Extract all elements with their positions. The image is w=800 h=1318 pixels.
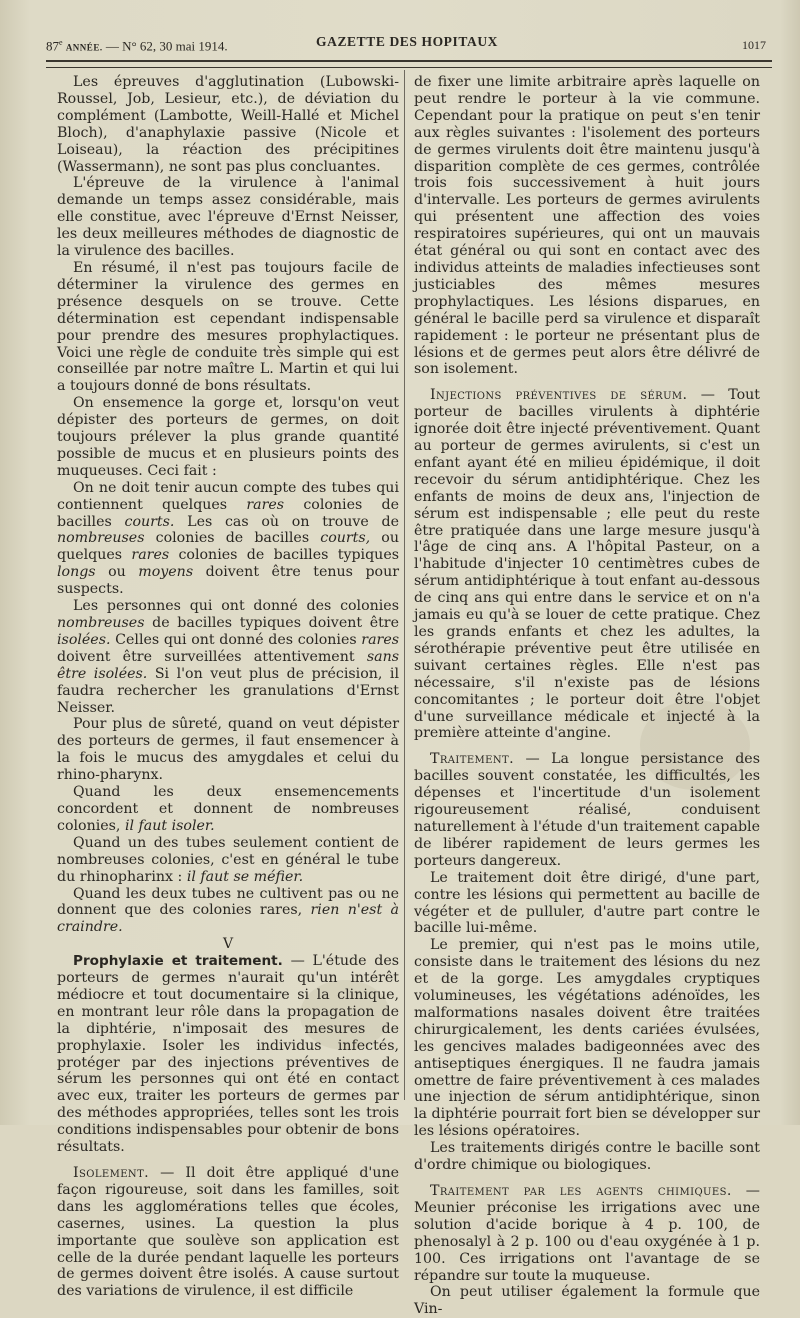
paragraph: Injections préventives de sérum. — Tout porteur de bacilles virulents à diphtérie ignorée doit être injecté préventivement. Quant au porteur de germes avirulents, si c'est un enfant ayant été en milieu épidémique, il doit recevoir du sérum antidiphtérique. Chez les enfants de moins de deux ans, l'injection de sérum est indispensable ; elle peut du reste être pratiquée dans une large mesure jusqu'à l'âge de cinq ans. A l'hôpital Pasteur, on a l'habitude d'injecter 10 centimètres cubes de sérum antidiphtérique à tout enfant au-dessous de cinq ans qui entre dans le service et on n'a jamais eu qu'à se louer de cette pratique. Chez les grands enfants et chez les adultes, la sérothérapie préventive peut être utilisée en suivant certaines règles. Elle n'est pas nécessaire, s'il n'existe pas de lésions concomitantes ; le porteur doit être l'objet d'une surveillance médicale et injecté à la première atteinte d'angine. [414,387,760,742]
paragraph: Le premier, qui n'est pas le moins utile, consiste dans le traitement des lésions du nez et de la gorge. Les amygdales cryptiques volumineuses, les végétations adénoïdes, les malformations nasales doivent être traitées chirurgicalement, les dents cariées évulsées, les gencives malades badigeonnées avec des antiseptiques énergiques. Il ne faudra jamais omettre de faire préventivement à ces malades une injection de sérum antidiphtérique, sinon la diphtérie pourrait fort bien se développer sur les lésions opératoires. [414,937,760,1140]
paragraph: Quand un des tubes seulement contient de nombreuses colonies, c'est en général le tube du rhinopharinx : il faut se méfier. [57,834,399,885]
section-numeral: V [222,936,234,953]
column-divider [404,70,405,1100]
subsection-heading: Injections préventives de sérum. [430,387,688,404]
journal-title: GAZETTE DES HOPITAUX [316,34,499,49]
paragraph: On peut utiliser également la formule que Vin- [414,1284,760,1318]
paragraph: de fixer une limite arbitraire après laquelle on peut rendre le porteur à la vie commune. Cependant pour la pratique on peut s'en tenir aux règles suivantes : l'isolement des porteurs de germes virulents doit être maintenu jusqu'à disparition complète de ces germes, contrôlée trois fois successivement à huit jours d'intervalle. Les porteurs de germes avirulents qui présentent une affection des voies respiratoires supérieures, qui ont un mauvais état général ou qui sont en contact avec des individus atteints de maladies infectieuses sont justiciables des mêmes mesures prophylactiques. Les lésions disparues, en général le bacille perd sa virulence et disparaît rapidement : le porteur ne présentant plus de lésions et de germes peut alors être délivré de son isolement. [414,74,760,378]
section-heading: Prophylaxie et traitement. [73,953,283,970]
paragraph: Isolement. — Il doit être appliqué d'une façon rigoureuse, soit dans les familles, soit dans les agglomérations telles que écoles, casernes, usines. La question la plus importante que soulève son application est celle de la durée pendant laquelle les porteurs de germes doivent être isolés. A cause surtout des variations de virulence, il est difficile [57,1165,399,1300]
page-number: 1017 [742,38,766,52]
paragraph: Traitement par les agents chimiques. — Meunier préconise les irrigations avec une solution d'acide borique à 4 p. 100, de phenosalyl à 2 p. 100 ou d'eau oxygénée à 1 p. 100. Ces irrigations ont l'avantage de se répandre sur toute la muqueuse. [414,1183,760,1284]
header-rule [46,67,772,68]
paragraph: On ne doit tenir aucun compte des tubes qui contiennent quelques rares colonies de bacilles courts. Les cas où on trouve de nombreuses colonies de bacilles courts, ou quelques rares colonies de bacilles typiques longs ou moyens doivent être tenus pour suspects. [57,479,399,598]
issue-info: 87e ANNÉE. — N° 62, 30 mai 1914. [46,38,228,54]
paragraph: En résumé, il n'est pas toujours facile de déterminer la virulence des germes en présence desquels on se trouve. Cette détermination est cependant indispensable pour prendre des mesures prophylactiques. Voici une règle de conduite très simple qui est conseillée par notre maître L. Martin et qui lui a toujours donné de bons résultats. [57,259,399,395]
left-column [57,74,399,1300]
paragraph: Traitement. — La longue persistance des bacilles souvent constatée, les difficultés, les dépenses et l'incertitude d'un isolement rigoureusement réalisé, conduisent naturellement à l'étude d'un traitement capable de libérer rapidement de leurs germes les porteurs dangereux. [414,751,760,869]
paragraph: Prophylaxie et traitement. — L'étude des porteurs de germes n'aurait qu'un intérêt médiocre et tout documentaire si la clinique, en montrant leur rôle dans la propagation de la diphtérie, n'imposait des mesures de prophylaxie. Isoler les individus infectés, protéger par des injections préventives de sérum les personnes qui ont été en contact avec eux, traiter les porteurs de germes par des méthodes appropriées, telles sont les trois conditions indispensables pour obtenir de bons résultats. [57,953,399,1156]
paragraph: Quand les deux ensemencements concordent et donnent de nombreuses colonies, il faut isoler. [57,784,399,834]
header-rule [46,60,772,62]
paragraph: Pour plus de sûreté, quand on veut dépister des porteurs de germes, il faut ensemencer à la fois le mucus des amygdales et celui du rhino-pharynx. [57,716,399,784]
subsection-heading: Traitement par les agents chimiques. [430,1183,732,1199]
paragraph: Quand les deux tubes ne cultivent pas ou ne donnent que des colonies rares, rien n'est à craindre. [57,885,399,936]
subsection-heading: Traitement. [430,751,515,768]
running-header [46,34,772,54]
subsection-heading: Isolement. [73,1165,150,1181]
paragraph: On ensemence la gorge et, lorsqu'on veut dépister des porteurs de germes, on doit toujours prélever la plus grande quantité possible de mucus et en plusieurs points des muqueuses. Ceci fait : [57,395,399,479]
right-column [414,74,760,1318]
paragraph: Les personnes qui ont donné des colonies nombreuses de bacilles typiques doivent être isolées. Celles qui ont donné des colonies rares doivent être surveillées attentivement sans être isolées. Si l'on veut plus de précision, il faudra rechercher les granulations d'Ernst Neisser. [57,598,399,716]
paragraph: Le traitement doit être dirigé, d'une part, contre les lésions qui permettent au bacille de végéter et de pulluler, d'autre part contre le bacille lui-même. [414,869,760,937]
paragraph: Les traitements dirigés contre le bacille sont d'ordre chimique ou biologiques. [414,1140,760,1174]
paragraph: Les épreuves d'agglutination (Lubowski-Roussel, Job, Lesieur, etc.), de déviation du complément (Lambotte, Weill-Hallé et Michel Bloch), d'anaphylaxie passive (Nicole et Loiseau), la réaction des précipitines (Wassermann), ne sont pas plus concluantes. [57,74,399,175]
paragraph: L'épreuve de la virulence à l'animal demande un temps assez considérable, mais elle constitue, avec l'épreuve d'Ernst Neisser, les deux meilleures méthodes de diagnostic de la virulence des bacilles. [57,175,399,260]
